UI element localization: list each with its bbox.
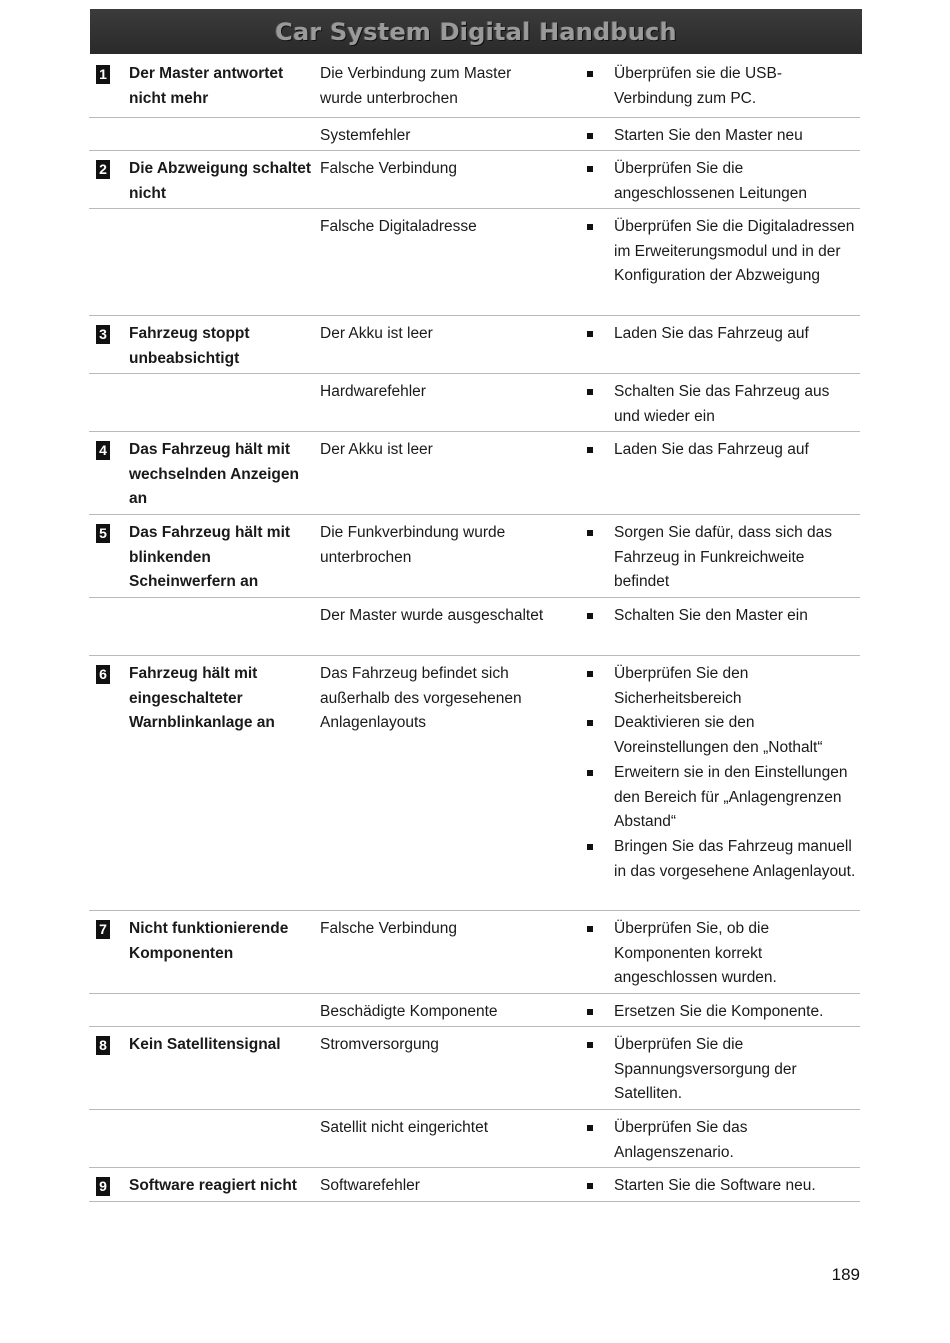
square-bullet-icon [587, 1125, 593, 1131]
solution-text: Starten Sie die Software neu. [614, 1177, 816, 1194]
solution-text: Deaktivieren sie den Voreinstellungen den „Nothalt“ [614, 714, 823, 757]
cause-text: Der Akku ist leer [320, 441, 433, 458]
square-bullet-icon [587, 926, 593, 932]
problem-text: Fahrzeug stoppt unbeabsichtigt [129, 325, 250, 367]
solution-list [584, 124, 859, 149]
cause-text: Falsche Digitaladresse [320, 218, 477, 235]
table-row [89, 656, 860, 911]
solution-item [584, 1116, 859, 1165]
table-row [89, 994, 860, 1027]
solution-item [584, 711, 859, 760]
solution-item [584, 157, 859, 206]
solution-item [584, 322, 859, 347]
cause-text: Falsche Verbindung [320, 920, 458, 937]
solution-text: Ersetzen Sie die Komponente. [614, 1003, 824, 1020]
problem-text: Software reagiert nicht [129, 1177, 297, 1194]
solution-text: Sorgen Sie dafür, dass sich das Fahrzeug in Funkreichweite befindet [614, 524, 832, 591]
cause-text: Der Akku ist leer [320, 325, 433, 342]
solution-item [584, 1033, 859, 1107]
cause-text: Systemfehler [320, 127, 411, 144]
solution-item [584, 380, 859, 429]
solution-list [584, 1116, 859, 1165]
solution-text: Überprüfen Sie die Spannungsversorgung der Satelliten. [614, 1036, 797, 1103]
square-bullet-icon [587, 331, 593, 337]
table-row [89, 598, 860, 656]
solution-item [584, 761, 859, 835]
solution-text: Überprüfen Sie die angeschlossenen Leitungen [614, 160, 808, 202]
solution-list [584, 1033, 859, 1107]
solution-list [584, 157, 859, 206]
square-bullet-icon [587, 133, 593, 139]
square-bullet-icon [587, 613, 593, 619]
solution-list [584, 1174, 859, 1199]
cause-text: Softwarefehler [320, 1177, 420, 1194]
row-number-badge: 9 [96, 1177, 110, 1196]
solution-list [584, 380, 859, 429]
solution-item [584, 1174, 859, 1199]
table-row [89, 1027, 860, 1110]
row-number-badge: 2 [96, 160, 110, 179]
problem-text: Das Fahrzeug hält mit blinkenden Scheinwerfern an [129, 524, 291, 591]
page-title: Car System Digital Handbuch [275, 18, 677, 46]
solution-text: Laden Sie das Fahrzeug auf [614, 325, 809, 342]
square-bullet-icon [587, 1042, 593, 1048]
solution-list [584, 1000, 859, 1025]
cause-text: Hardwarefehler [320, 383, 426, 400]
cause-text: Beschädigte Komponente [320, 1003, 498, 1020]
solution-list [584, 215, 859, 289]
square-bullet-icon [587, 671, 593, 677]
cause-text: Das Fahrzeug befindet sich außerhalb des vorgesehenen Anlagenlayouts [320, 665, 522, 732]
solution-item [584, 604, 859, 629]
solution-item [584, 1000, 859, 1025]
problem-text: Kein Satellitensignal [129, 1036, 281, 1053]
solution-text: Überprüfen Sie den Sicherheitsbereich [614, 665, 749, 707]
row-number-badge: 7 [96, 920, 110, 939]
solution-item [584, 662, 859, 711]
solution-list [584, 62, 859, 111]
row-number-badge: 8 [96, 1036, 110, 1055]
row-number-badge: 5 [96, 524, 110, 543]
solution-list [584, 322, 859, 347]
table-row [89, 209, 860, 316]
problem-text: Die Abzweigung schaltet nicht [129, 160, 312, 202]
table-row [89, 911, 860, 994]
solution-text: Starten Sie den Master neu [614, 127, 803, 144]
solution-item [584, 917, 859, 991]
square-bullet-icon [587, 720, 593, 726]
solution-list [584, 521, 859, 595]
table-row [89, 515, 860, 598]
problem-text: Nicht funktionierende Komponenten [129, 920, 289, 962]
table-row [89, 374, 860, 432]
solution-text: Schalten Sie das Fahrzeug aus und wieder ein [614, 383, 830, 425]
cause-text: Falsche Verbindung [320, 160, 458, 177]
solution-text: Überprüfen sie die USB-Verbindung zum PC. [614, 65, 782, 107]
page-number: 189 [831, 1265, 860, 1284]
solution-text: Überprüfen Sie, ob die Komponenten korrekt angeschlossen wurden. [614, 920, 777, 987]
square-bullet-icon [587, 447, 593, 453]
table-row [89, 118, 860, 151]
table-row [89, 1110, 860, 1168]
solution-item [584, 215, 859, 289]
solution-text: Bringen Sie das Fahrzeug manuell in das vorgesehene Anlagenlayout. [614, 837, 856, 880]
square-bullet-icon [587, 770, 593, 776]
row-number-badge: 4 [96, 441, 110, 460]
solution-text: Schalten Sie den Master ein [614, 607, 808, 624]
cause-text: Stromversorgung [320, 1036, 439, 1053]
solution-item [584, 62, 859, 111]
row-number-badge: 6 [96, 665, 110, 684]
cause-text: Der Master wurde ausgeschaltet [320, 607, 544, 624]
problem-text: Der Master antwortet nicht mehr [129, 65, 284, 107]
solution-list [584, 917, 859, 991]
page-header [90, 9, 862, 54]
square-bullet-icon [587, 389, 593, 395]
problem-text: Fahrzeug hält mit eingeschalteter Warnblinkanlage an [129, 665, 275, 732]
table-row [89, 151, 860, 209]
row-number-badge: 3 [96, 325, 110, 344]
solution-text: Überprüfen Sie die Digitaladressen im Erweiterungsmodul und in der Konfiguration der Abzweigung [614, 218, 855, 285]
solution-item [584, 438, 859, 463]
solution-item [584, 835, 859, 884]
square-bullet-icon [587, 1183, 593, 1189]
table-row [89, 56, 860, 118]
cause-text: Die Funkverbindung wurde unterbrochen [320, 524, 506, 566]
solution-text: Laden Sie das Fahrzeug auf [614, 441, 809, 458]
square-bullet-icon [587, 844, 593, 850]
square-bullet-icon [587, 166, 593, 172]
solution-item [584, 124, 859, 149]
square-bullet-icon [587, 71, 593, 77]
solution-item [584, 521, 859, 595]
square-bullet-icon [587, 1009, 593, 1015]
solution-text: Überprüfen Sie das Anlagenszenario. [614, 1119, 748, 1161]
row-number-badge: 1 [96, 65, 110, 84]
solution-list [584, 604, 859, 629]
problem-text: Das Fahrzeug hält mit wechselnden Anzeigen an [129, 441, 299, 508]
solution-list [584, 438, 859, 463]
cause-text: Satellit nicht eingerichtet [320, 1119, 489, 1136]
cause-text: Die Verbindung zum Master wurde unterbrochen [320, 65, 512, 107]
troubleshooting-table [89, 56, 860, 1202]
solution-text: Erweitern sie in den Einstellungen den Bereich für „Anlagengrenzen Abstand“ [614, 763, 848, 831]
square-bullet-icon [587, 224, 593, 230]
table-row [89, 316, 860, 374]
solution-list [584, 662, 859, 884]
square-bullet-icon [587, 530, 593, 536]
table-row [89, 1168, 860, 1202]
table-row [89, 432, 860, 515]
